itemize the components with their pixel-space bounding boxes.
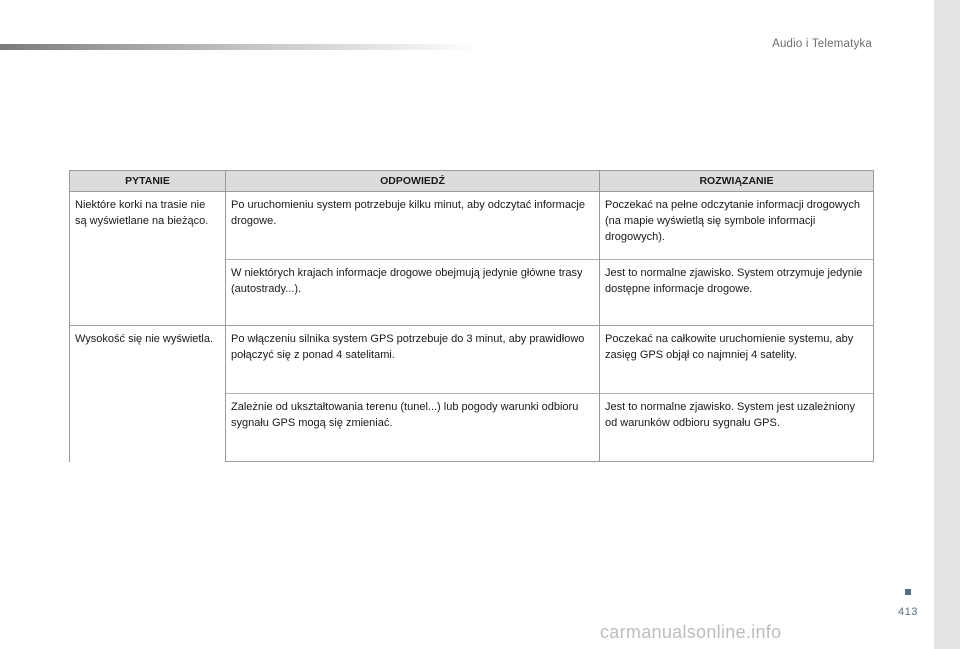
question-cell: Niektóre korki na trasie nie są wyświetlane na bieżąco.	[70, 192, 226, 326]
table-header-row	[70, 171, 874, 192]
table-row	[70, 326, 874, 394]
page-number: 413	[898, 606, 918, 618]
column-header-question: PYTANIE	[70, 171, 226, 192]
section-title: Audio i Telematyka	[772, 38, 872, 50]
column-header-answer: ODPOWIEDŹ	[226, 171, 600, 192]
answer-cell: W niektórych krajach informacje drogowe obejmują jedynie główne trasy (autostrady...).	[226, 260, 600, 326]
solution-cell: Poczekać na pełne odczytanie informacji drogowych (na mapie wyświetlą się symbole informacji drogowych).	[600, 192, 874, 260]
question-cell: Wysokość się nie wyświetla.	[70, 326, 226, 462]
answer-cell: Po uruchomieniu system potrzebuje kilku minut, aby odczytać informacje drogowe.	[226, 192, 600, 260]
table-row	[70, 192, 874, 260]
header-gradient-bar	[0, 44, 480, 50]
column-header-solution: ROZWIĄZANIE	[600, 171, 874, 192]
faq-table	[69, 170, 874, 462]
solution-cell: Poczekać na całkowite uruchomienie systemu, aby zasięg GPS objął co najmniej 4 satelity.	[600, 326, 874, 394]
page-marker	[905, 589, 911, 595]
side-strip	[934, 0, 960, 649]
solution-cell: Jest to normalne zjawisko. System jest uzależniony od warunków odbioru sygnału GPS.	[600, 394, 874, 462]
answer-cell: Po włączeniu silnika system GPS potrzebuje do 3 minut, aby prawidłowo połączyć się z ponad 4 satelitami.	[226, 326, 600, 394]
answer-cell: Zależnie od ukształtowania terenu (tunel...) lub pogody warunki odbioru sygnału GPS mogą się zmieniać.	[226, 394, 600, 462]
watermark: carmanualsonline.info	[600, 622, 782, 642]
solution-cell: Jest to normalne zjawisko. System otrzymuje jedynie dostępne informacje drogowe.	[600, 260, 874, 326]
